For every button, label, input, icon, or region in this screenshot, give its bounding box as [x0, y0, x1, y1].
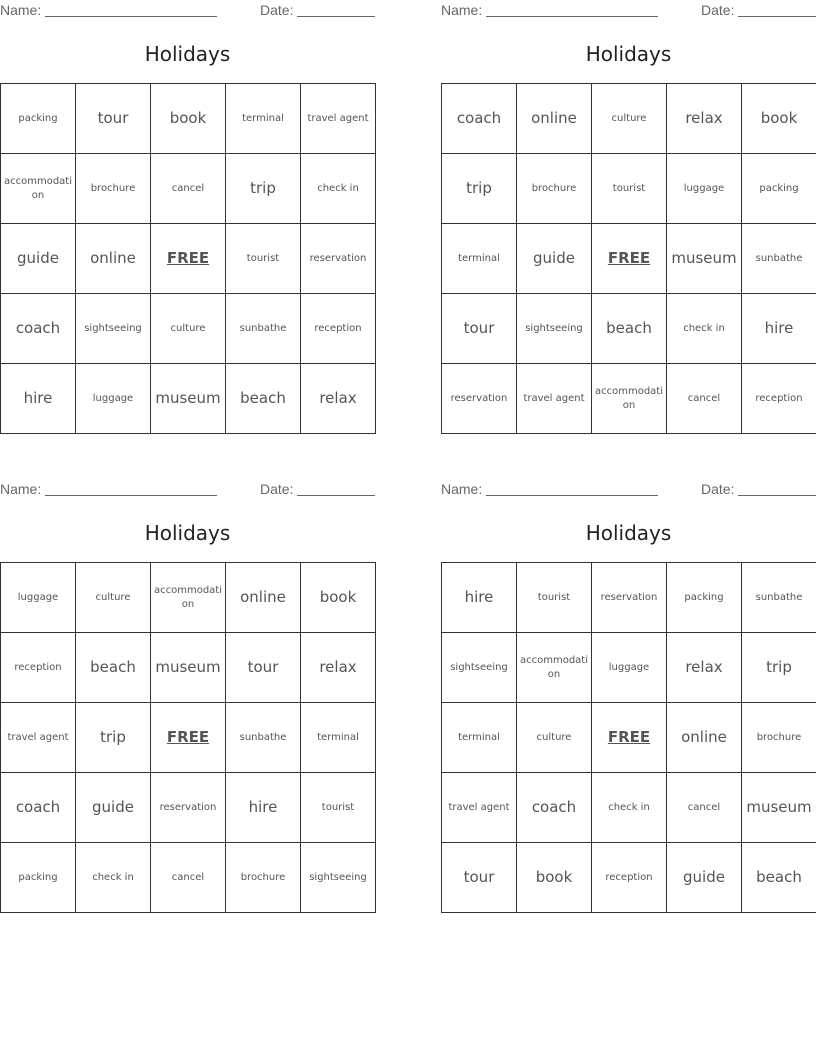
bingo-cell: relax	[667, 84, 742, 154]
name-line	[486, 495, 658, 496]
bingo-cell: book	[517, 843, 592, 913]
bingo-cell: tourist	[226, 224, 301, 294]
name-label: Name:	[0, 2, 42, 18]
bingo-cell: travel agent	[442, 773, 517, 843]
bingo-cell: travel agent	[517, 364, 592, 434]
bingo-cell: reservation	[442, 364, 517, 434]
date-label: Date:	[260, 2, 294, 18]
grid-row	[442, 224, 816, 294]
bingo-cell: book	[742, 84, 816, 154]
bingo-cell: tour	[226, 633, 301, 703]
bingo-grid	[441, 83, 816, 434]
grid-row	[442, 364, 816, 434]
bingo-cell: accommodation	[517, 633, 592, 703]
bingo-cell: hire	[1, 364, 76, 434]
date-line	[738, 16, 816, 17]
bingo-cell: reservation	[592, 563, 667, 633]
grid-row	[1, 364, 376, 434]
bingo-cell: check in	[76, 843, 151, 913]
name-label: Name:	[441, 2, 483, 18]
bingo-cell: museum	[151, 364, 226, 434]
bingo-cell: reservation	[301, 224, 376, 294]
bingo-cell: sightseeing	[442, 633, 517, 703]
bingo-cell: luggage	[1, 563, 76, 633]
bingo-cell: trip	[226, 154, 301, 224]
bingo-cell: reception	[1, 633, 76, 703]
bingo-cell: beach	[226, 364, 301, 434]
bingo-cell: accommodation	[1, 154, 76, 224]
bingo-cell: coach	[1, 294, 76, 364]
bingo-card	[0, 0, 375, 430]
bingo-cell: trip	[76, 703, 151, 773]
date-label: Date:	[701, 481, 735, 497]
bingo-cell: guide	[76, 773, 151, 843]
bingo-cell: tourist	[592, 154, 667, 224]
bingo-cell: terminal	[442, 703, 517, 773]
bingo-cell: brochure	[742, 703, 816, 773]
bingo-cell: luggage	[76, 364, 151, 434]
bingo-cell: sunbathe	[226, 703, 301, 773]
bingo-cell: museum	[151, 633, 226, 703]
bingo-cell: sightseeing	[301, 843, 376, 913]
date-label: Date:	[260, 481, 294, 497]
free-space-cell: FREE	[151, 703, 226, 773]
grid-row	[1, 773, 376, 843]
grid-row	[442, 294, 816, 364]
bingo-cell: packing	[1, 843, 76, 913]
bingo-cell: travel agent	[1, 703, 76, 773]
bingo-cell: museum	[742, 773, 816, 843]
bingo-cell: accommodation	[592, 364, 667, 434]
bingo-cell: accommodation	[151, 563, 226, 633]
bingo-cell: book	[151, 84, 226, 154]
bingo-card	[441, 0, 816, 430]
bingo-cell: brochure	[226, 843, 301, 913]
bingo-cell: beach	[742, 843, 816, 913]
bingo-cell: check in	[667, 294, 742, 364]
bingo-cell: reception	[592, 843, 667, 913]
bingo-cell: luggage	[592, 633, 667, 703]
card-title: Holidays	[144, 42, 231, 66]
grid-row	[1, 843, 376, 913]
name-line	[45, 495, 217, 496]
date-label: Date:	[701, 2, 735, 18]
grid-row	[1, 224, 376, 294]
bingo-cell: museum	[667, 224, 742, 294]
bingo-cell: cancel	[667, 773, 742, 843]
bingo-cell: check in	[592, 773, 667, 843]
bingo-cell: tourist	[517, 563, 592, 633]
bingo-cell: sunbathe	[742, 563, 816, 633]
bingo-cell: coach	[442, 84, 517, 154]
bingo-grid	[441, 562, 816, 913]
bingo-cell: book	[301, 563, 376, 633]
card-title: Holidays	[585, 42, 672, 66]
grid-row	[1, 633, 376, 703]
bingo-cell: reception	[301, 294, 376, 364]
free-space-cell: FREE	[151, 224, 226, 294]
bingo-cell: guide	[517, 224, 592, 294]
bingo-cell: relax	[667, 633, 742, 703]
card-title: Holidays	[144, 521, 231, 545]
bingo-cell: check in	[301, 154, 376, 224]
bingo-cell: hire	[742, 294, 816, 364]
bingo-cell: guide	[1, 224, 76, 294]
bingo-cell: culture	[517, 703, 592, 773]
bingo-cell: tour	[76, 84, 151, 154]
bingo-grid	[0, 562, 376, 913]
bingo-cell: trip	[442, 154, 517, 224]
card-header	[0, 479, 375, 499]
grid-row	[442, 773, 816, 843]
bingo-cell: terminal	[226, 84, 301, 154]
date-line	[297, 495, 375, 496]
bingo-cell: culture	[151, 294, 226, 364]
grid-row	[442, 154, 816, 224]
bingo-cell: culture	[592, 84, 667, 154]
date-line	[297, 16, 375, 17]
bingo-cell: brochure	[76, 154, 151, 224]
bingo-cell: terminal	[301, 703, 376, 773]
grid-row	[442, 563, 816, 633]
bingo-grid	[0, 83, 376, 434]
bingo-cell: online	[76, 224, 151, 294]
grid-row	[1, 294, 376, 364]
bingo-cell: packing	[1, 84, 76, 154]
bingo-cell: travel agent	[301, 84, 376, 154]
bingo-cell: hire	[226, 773, 301, 843]
grid-row	[442, 84, 816, 154]
grid-row	[442, 843, 816, 913]
name-label: Name:	[0, 481, 42, 497]
name-line	[486, 16, 658, 17]
name-line	[45, 16, 217, 17]
grid-row	[1, 84, 376, 154]
bingo-cell: online	[226, 563, 301, 633]
bingo-cell: cancel	[151, 843, 226, 913]
bingo-cell: tour	[442, 843, 517, 913]
grid-row	[1, 563, 376, 633]
card-title: Holidays	[585, 521, 672, 545]
bingo-cell: tour	[442, 294, 517, 364]
bingo-cell: culture	[76, 563, 151, 633]
bingo-cell: relax	[301, 364, 376, 434]
bingo-cell: reservation	[151, 773, 226, 843]
grid-row	[442, 703, 816, 773]
grid-row	[1, 703, 376, 773]
grid-row	[442, 633, 816, 703]
bingo-cell: sightseeing	[76, 294, 151, 364]
bingo-cell: tourist	[301, 773, 376, 843]
card-header	[0, 0, 375, 20]
bingo-cell: cancel	[667, 364, 742, 434]
bingo-cell: sunbathe	[226, 294, 301, 364]
free-space-cell: FREE	[592, 703, 667, 773]
bingo-cell: coach	[517, 773, 592, 843]
card-header	[441, 0, 816, 20]
bingo-card	[0, 479, 375, 909]
name-label: Name:	[441, 481, 483, 497]
card-header	[441, 479, 816, 499]
bingo-cell: sightseeing	[517, 294, 592, 364]
bingo-cell: beach	[592, 294, 667, 364]
bingo-cell: brochure	[517, 154, 592, 224]
bingo-cell: online	[667, 703, 742, 773]
bingo-cell: beach	[76, 633, 151, 703]
bingo-cell: packing	[667, 563, 742, 633]
bingo-cell: coach	[1, 773, 76, 843]
bingo-card	[441, 479, 816, 909]
bingo-cell: luggage	[667, 154, 742, 224]
bingo-cell: guide	[667, 843, 742, 913]
grid-row	[1, 154, 376, 224]
bingo-cell: hire	[442, 563, 517, 633]
bingo-cell: online	[517, 84, 592, 154]
free-space-cell: FREE	[592, 224, 667, 294]
bingo-cell: packing	[742, 154, 816, 224]
bingo-cell: terminal	[442, 224, 517, 294]
date-line	[738, 495, 816, 496]
bingo-cell: cancel	[151, 154, 226, 224]
bingo-cell: trip	[742, 633, 816, 703]
bingo-cell: sunbathe	[742, 224, 816, 294]
bingo-cell: relax	[301, 633, 376, 703]
bingo-cell: reception	[742, 364, 816, 434]
